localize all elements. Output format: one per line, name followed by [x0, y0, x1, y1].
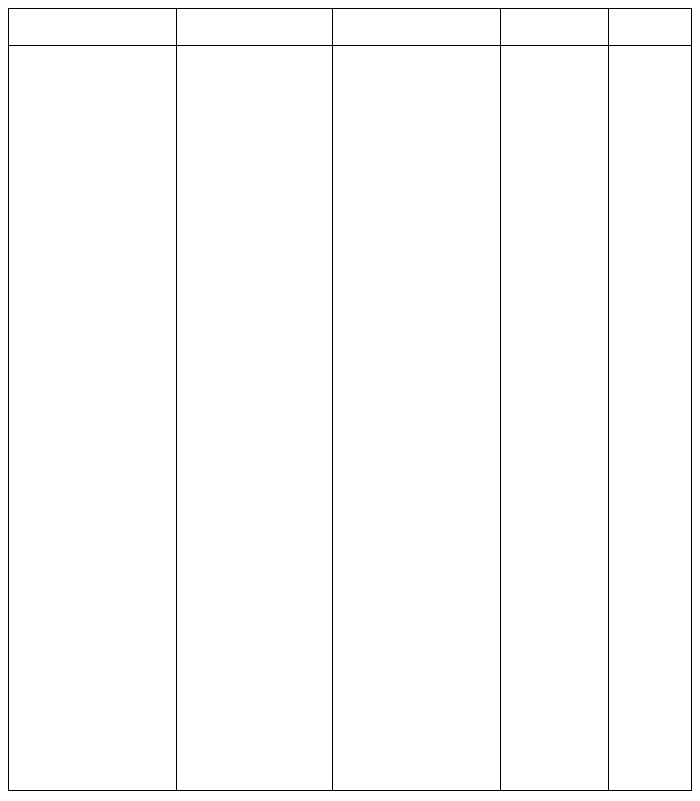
- header-geodynamics: [176, 8, 332, 46]
- header-lithology: [608, 8, 692, 46]
- sep-2: [332, 46, 333, 791]
- header-age: [8, 8, 176, 46]
- sep-4: [608, 46, 609, 791]
- diagram-body: [8, 46, 692, 791]
- header-seismic: [500, 8, 608, 46]
- header-stratigraphy: [332, 8, 500, 46]
- sep-3: [500, 46, 501, 791]
- sep-1: [176, 46, 177, 791]
